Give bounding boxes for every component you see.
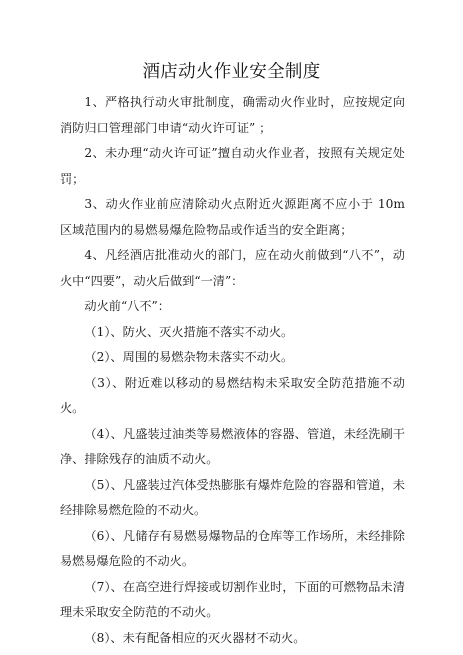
list-item-5: （5）、凡盛装过汽体受热膨胀有爆炸危险的容器和管道，未经排除易燃危险的不动火。 bbox=[60, 477, 405, 517]
paragraph-1: 1、严格执行动火审批制度，确需动火作业时，应按规定向消防归口管理部门申请“动火许可证” ； bbox=[60, 95, 405, 135]
list-item-2: （2）、周围的易燃杂物未落实不动火。 bbox=[84, 350, 294, 364]
document-title: 酒店动火作业安全制度 bbox=[142, 62, 321, 82]
list-item-7: （7）、在高空进行焊接或切割作业时，下面的可燃物品未清理未采取安全防范的不动火。 bbox=[60, 579, 405, 619]
list-item-8: （8）、未有配备相应的灭火器材不动火。 bbox=[84, 630, 306, 645]
paragraph-4: 4、凡经酒店批准动火的部门，应在动火前做到“八不”，动火中“四要”，动火后做到“一清”： bbox=[60, 248, 405, 288]
list-item-3: （3）、附近难以移动的易燃结构未采取安全防范措施不动火。 bbox=[60, 375, 405, 415]
document-body bbox=[60, 90, 405, 651]
list-item-4: （4）、凡盛装过油类等易燃液体的容器、管道，未经洗刷干净、排除残存的油质不动火。 bbox=[60, 426, 405, 466]
list-item-6: （6）、凡储存有易燃易爆物品的仓库等工作场所，未经排除易燃易爆危险的不动火。 bbox=[60, 528, 405, 568]
list-item-1: （1）、防火、灭火措施不落实不动火。 bbox=[84, 324, 294, 339]
section-heading-eight-prohibitions: 动火前“八不”： bbox=[84, 299, 170, 313]
paragraph-2: 2、未办理“动火许可证”擅自动火作业者，按照有关规定处罚； bbox=[60, 146, 405, 186]
paragraph-3: 3、动火作业前应清除动火点附近火源距离不应小于 10m 区域范围内的易燃易爆危险物品或作适当的安全距离； bbox=[60, 197, 405, 237]
